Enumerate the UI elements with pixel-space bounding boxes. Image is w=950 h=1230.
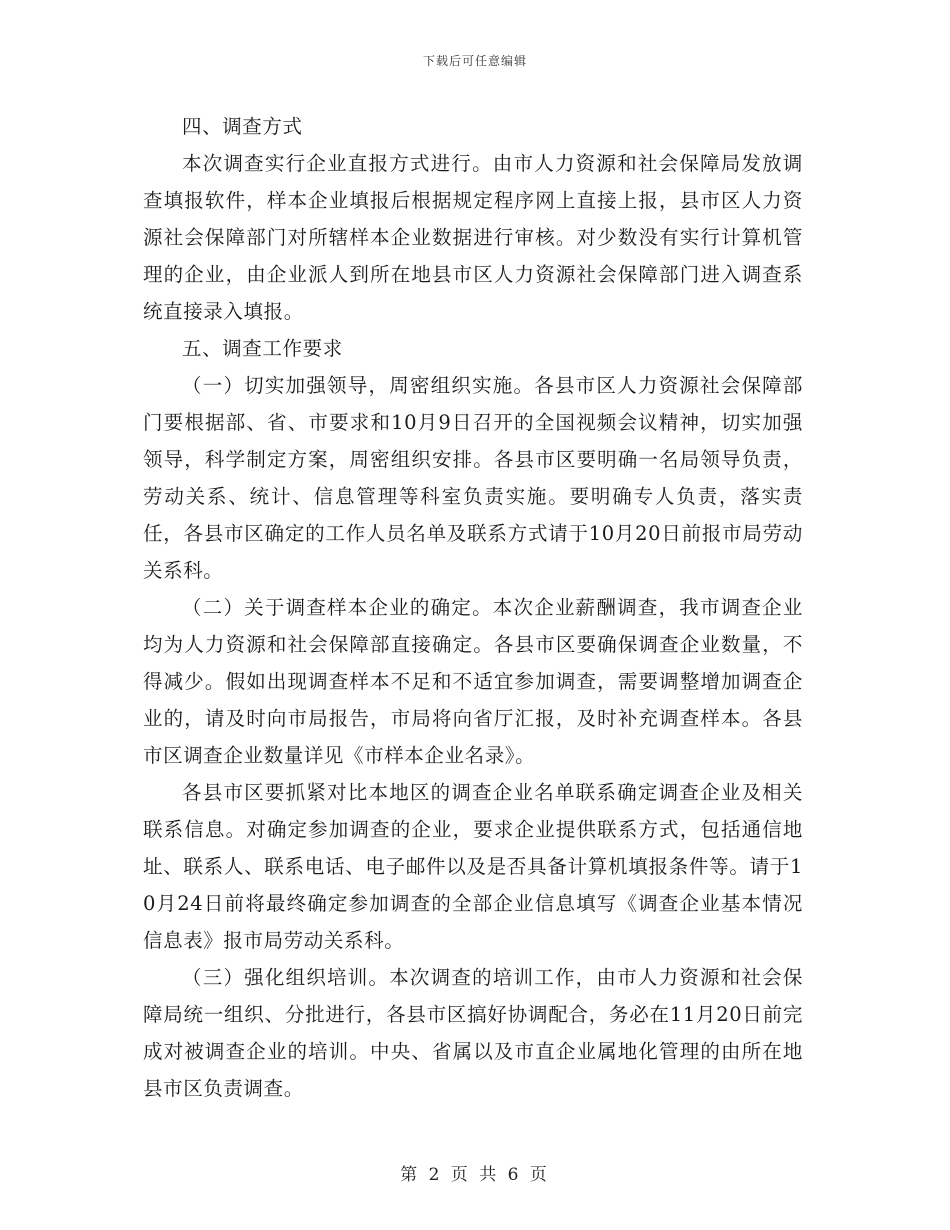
paragraph-survey-method: 本次调查实行企业直报方式进行。由市人力资源和社会保障局发放调查填报软件，样本企业填报后根据规定程序网上直接上报，县市区人力资源社会保障部门对所辖样本企业数据进行审核。对少数没有实行计算机管理的企业，由企业派人到所在地县市区人力资源社会保障部门进入调查系统直接录入填报。	[143, 152, 803, 323]
document-body	[143, 108, 803, 1107]
section-heading-work-requirements: 五、调查工作要求	[182, 337, 343, 360]
section-heading-survey-method: 四、调查方式	[182, 115, 303, 138]
paragraph-requirement-3: （三）强化组织培训。本次调查的培训工作，由市人力资源和社会保障局统一组织、分批进行，各县市区搞好协调配合，务必在11月20日前完成对被调查企业的培训。中央、省属以及市直企业属地化管理的由所在地县市区负责调查。	[143, 966, 803, 1100]
page-number: 第 2 页 共 6 页	[400, 1165, 550, 1185]
page-header: 下载后可任意编辑	[422, 54, 527, 68]
paragraph-requirement-2: （二）关于调查样本企业的确定。本次企业薪酬调查，我市调查企业均为人力资源和社会保障部直接确定。各县市区要确保调查企业数量，不得减少。假如出现调查样本不足和不适宜参加调查，需要调整增加调查企业的，请及时向市局报告，市局将向省厅汇报，及时补充调查样本。各县市区调查企业数量详见《市样本企业名录》。	[143, 596, 803, 767]
paragraph-requirement-1: （一）切实加强领导，周密组织实施。各县市区人力资源社会保障部门要根据部、省、市要求和10月9日召开的全国视频会议精神，切实加强领导，科学制定方案，周密组织安排。各县市区要明确一名局领导负责，劳动关系、统计、信息管理等科室负责实施。要明确专人负责，落实责任，各县市区确定的工作人员名单及联系方式请于10月20日前报市局劳动关系科。	[143, 374, 803, 582]
paragraph-requirement-2-contact: 各县市区要抓紧对比本地区的调查企业名单联系确定调查企业及相关联系信息。对确定参加调查的企业，要求企业提供联系方式，包括通信地址、联系人、联系电话、电子邮件以及是否具备计算机填报条件等。请于10月24日前将最终确定参加调查的全部企业信息填写《调查企业基本情况信息表》报市局劳动关系科。	[143, 781, 803, 952]
